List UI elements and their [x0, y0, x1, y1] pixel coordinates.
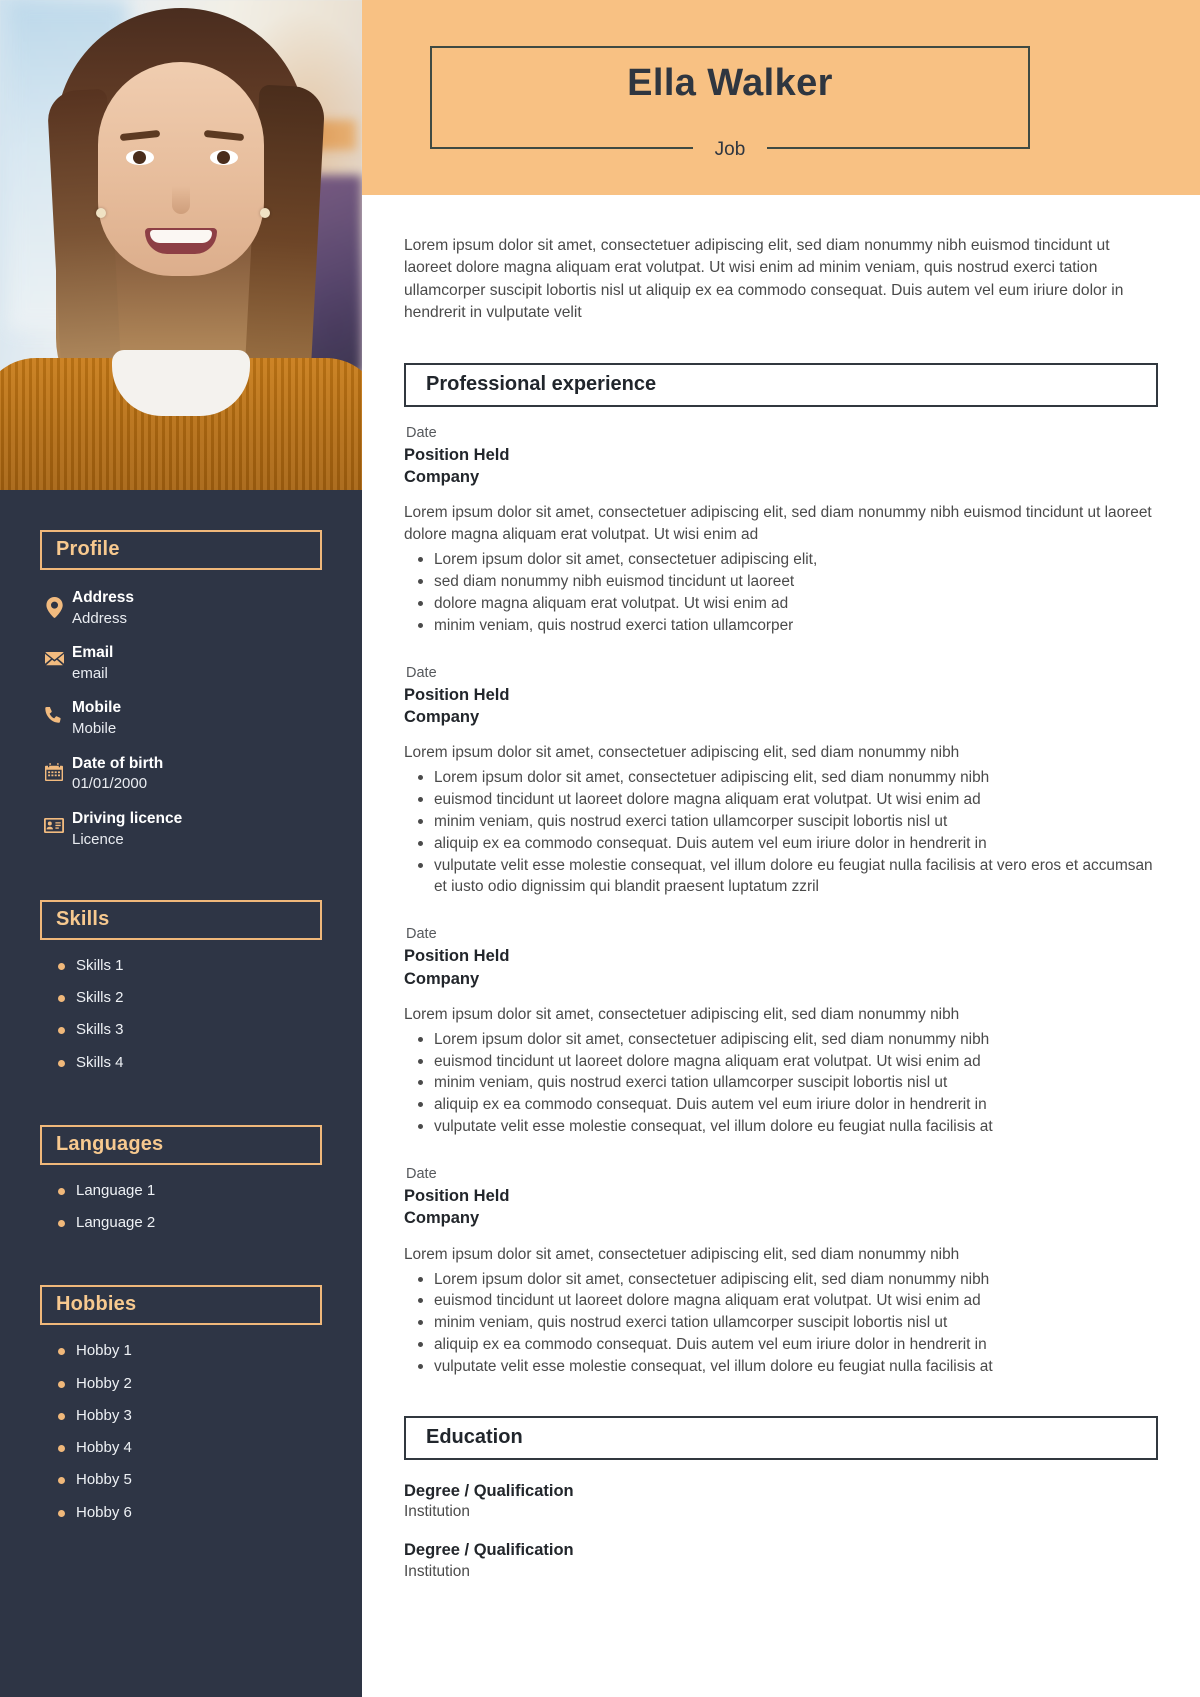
list-item: Lorem ipsum dolor sit amet, consectetuer adipiscing elit, sed diam nonummy nibh — [404, 767, 1158, 789]
experience-position: Position Held — [404, 1187, 510, 1206]
list-item: Language 1 — [40, 1181, 322, 1201]
profile-value-address: Address — [72, 609, 128, 627]
phone-icon — [40, 707, 68, 725]
portrait-collar — [112, 350, 250, 416]
list-item: euismod tincidunt ut laoreet dolore magna aliquam erat volutpat. Ut wisi enim ad — [404, 1290, 1158, 1312]
sidebar-section-title-skills: Skills — [40, 900, 322, 940]
experience-bullet-list — [404, 1269, 1158, 1378]
experience-date: Date — [406, 424, 437, 441]
experience-entry — [404, 423, 1158, 637]
list-item: Skills 4 — [40, 1053, 322, 1073]
list-item: minim veniam, quis nostrud exerci tation ullamcorper suscipit lobortis nisl ut — [404, 1072, 1158, 1094]
skills-list — [40, 956, 322, 1073]
name-box-border-top — [430, 46, 1030, 48]
portrait-eye-left — [126, 150, 154, 165]
experience-company: Company — [404, 707, 480, 726]
list-item: Hobby 2 — [40, 1374, 322, 1394]
list-item: minim veniam, quis nostrud exerci tation ullamcorper — [404, 615, 1158, 637]
list-item: Hobby 4 — [40, 1438, 322, 1458]
education-degree: Degree / Qualification — [404, 1541, 574, 1560]
list-item: vulputate velit esse molestie consequat, vel illum dolore eu feugiat nulla facilisis at vero eros et accumsan et iusto odio dignissim qui blandit praesent luptatum zzril — [404, 855, 1158, 899]
list-item: Hobby 3 — [40, 1406, 322, 1426]
list-item: aliquip ex ea commodo consequat. Duis autem vel eum iriure dolor in hendrerit in — [404, 833, 1158, 855]
main-content — [362, 195, 1200, 1599]
list-item: Lorem ipsum dolor sit amet, consectetuer adipiscing elit, sed diam nonummy nibh — [404, 1029, 1158, 1051]
list-item: vulputate velit esse molestie consequat, vel illum dolore eu feugiat nulla facilisis at — [404, 1116, 1158, 1138]
list-item: euismod tincidunt ut laoreet dolore magna aliquam erat volutpat. Ut wisi enim ad — [404, 1051, 1158, 1073]
portrait-mouth — [145, 228, 217, 254]
education-institution: Institution — [404, 1503, 470, 1521]
profile-summary: Lorem ipsum dolor sit amet, consectetuer adipiscing elit, sed diam nonummy nibh euismod tincidunt ut laoreet dolore magna aliquam erat volutpat. Ut wisi enim ad minim veniam, quis nostrud exerci tation ullamcorper suscipit lobortis nisl ut aliquip ex ea commodo consequat. Duis autem vel eum iriure dolor in hendrerit in vulputate velit — [404, 237, 1124, 322]
profile-label-address: Address — [72, 589, 135, 606]
list-item: aliquip ex ea commodo consequat. Duis autem vel eum iriure dolor in hendrerit in — [404, 1334, 1158, 1356]
education-institution: Institution — [404, 1562, 470, 1580]
profile-item-email — [40, 643, 322, 684]
experience-position: Position Held — [404, 947, 510, 966]
portrait-earring-left — [96, 208, 106, 218]
job-subtitle: Job — [714, 139, 746, 160]
experience-description: Lorem ipsum dolor sit amet, consectetuer adipiscing elit, sed diam nonummy nibh — [404, 1005, 960, 1023]
experience-description: Lorem ipsum dolor sit amet, consectetuer adipiscing elit, sed diam nonummy nibh — [404, 1245, 960, 1263]
envelope-icon — [40, 652, 68, 667]
experience-position: Position Held — [404, 445, 510, 464]
profile-label-email: Email — [72, 644, 114, 662]
profile-value-mobile: Mobile — [72, 720, 117, 738]
name-title-box — [430, 46, 1030, 160]
experience-description: Lorem ipsum dolor sit amet, consectetuer adipiscing elit, sed diam nonummy nibh euismod tincidunt ut laoreet dolore magna aliquam erat volutpat. Ut wisi enim ad — [404, 504, 1152, 544]
page-title: Ella Walker — [627, 62, 833, 104]
list-item: Hobby 1 — [40, 1341, 322, 1361]
list-item: Hobby 6 — [40, 1503, 322, 1523]
sidebar-section-title-languages: Languages — [40, 1125, 322, 1165]
education-degree: Degree / Qualification — [404, 1481, 574, 1500]
id-card-icon — [40, 818, 68, 833]
list-item: Lorem ipsum dolor sit amet, consectetuer adipiscing elit, sed diam nonummy nibh — [404, 1269, 1158, 1291]
list-item: minim veniam, quis nostrud exerci tation ullamcorper suscipit lobortis nisl ut — [404, 811, 1158, 833]
experience-company: Company — [404, 468, 480, 487]
experience-company: Company — [404, 969, 480, 988]
experience-position: Position Held — [404, 685, 510, 704]
list-item: vulputate velit esse molestie consequat, vel illum dolore eu feugiat nulla facilisis at — [404, 1356, 1158, 1378]
experience-bullet-list — [404, 1029, 1158, 1138]
list-item: aliquip ex ea commodo consequat. Duis autem vel eum iriure dolor in hendrerit in — [404, 1094, 1158, 1116]
experience-bullet-list — [404, 767, 1158, 898]
profile-item-address — [40, 588, 322, 629]
experience-description: Lorem ipsum dolor sit amet, consectetuer adipiscing elit, sed diam nonummy nibh — [404, 744, 960, 762]
list-item: sed diam nonummy nibh euismod tincidunt ut laoreet — [404, 571, 1158, 593]
list-item: Lorem ipsum dolor sit amet, consectetuer adipiscing elit, — [404, 549, 1158, 571]
profile-detail-list — [40, 588, 322, 850]
profile-item-driving-licence — [40, 809, 322, 850]
list-item: Skills 1 — [40, 956, 322, 976]
list-item: Language 2 — [40, 1213, 322, 1233]
experience-date: Date — [406, 664, 437, 681]
profile-value-email: email — [72, 665, 108, 683]
experience-bullet-list — [404, 549, 1158, 637]
portrait-nose — [172, 186, 190, 214]
profile-photo — [0, 0, 362, 490]
list-item: dolore magna aliquam erat volutpat. Ut wisi enim ad — [404, 593, 1158, 615]
education-entry — [404, 1480, 1158, 1523]
section-title-education: Education — [404, 1416, 1158, 1460]
sidebar-content — [0, 530, 362, 1523]
experience-entry — [404, 1164, 1158, 1378]
header-banner — [362, 0, 1200, 195]
experience-entry — [404, 924, 1158, 1138]
profile-value-date-of-birth: 01/01/2000 — [72, 775, 148, 793]
list-item: euismod tincidunt ut laoreet dolore magna aliquam erat volutpat. Ut wisi enim ad — [404, 789, 1158, 811]
list-item: minim veniam, quis nostrud exerci tation ullamcorper suscipit lobortis nisl ut — [404, 1312, 1158, 1334]
experience-company: Company — [404, 1209, 480, 1228]
calendar-icon — [40, 763, 68, 781]
experience-entry — [404, 663, 1158, 899]
location-pin-icon — [40, 597, 68, 618]
education-entry — [404, 1539, 1158, 1582]
sidebar — [0, 0, 362, 1697]
experience-date: Date — [406, 1166, 437, 1183]
profile-label-mobile: Mobile — [72, 699, 122, 717]
profile-item-date-of-birth — [40, 754, 322, 795]
list-item: Skills 3 — [40, 1020, 322, 1040]
languages-list — [40, 1181, 322, 1234]
portrait-earring-right — [260, 208, 270, 218]
sidebar-section-title-profile: Profile — [40, 530, 322, 570]
hobbies-list — [40, 1341, 322, 1523]
experience-date: Date — [406, 926, 437, 943]
profile-value-driving-licence: Licence — [72, 830, 124, 848]
list-item: Hobby 5 — [40, 1470, 322, 1490]
portrait-eye-right — [210, 150, 238, 165]
section-title-professional-experience: Professional experience — [404, 363, 1158, 407]
sidebar-section-title-hobbies: Hobbies — [40, 1285, 322, 1325]
list-item: Skills 2 — [40, 988, 322, 1008]
profile-item-mobile — [40, 698, 322, 739]
profile-label-date-of-birth: Date of birth — [72, 754, 164, 772]
profile-label-driving-licence: Driving licence — [72, 809, 183, 827]
